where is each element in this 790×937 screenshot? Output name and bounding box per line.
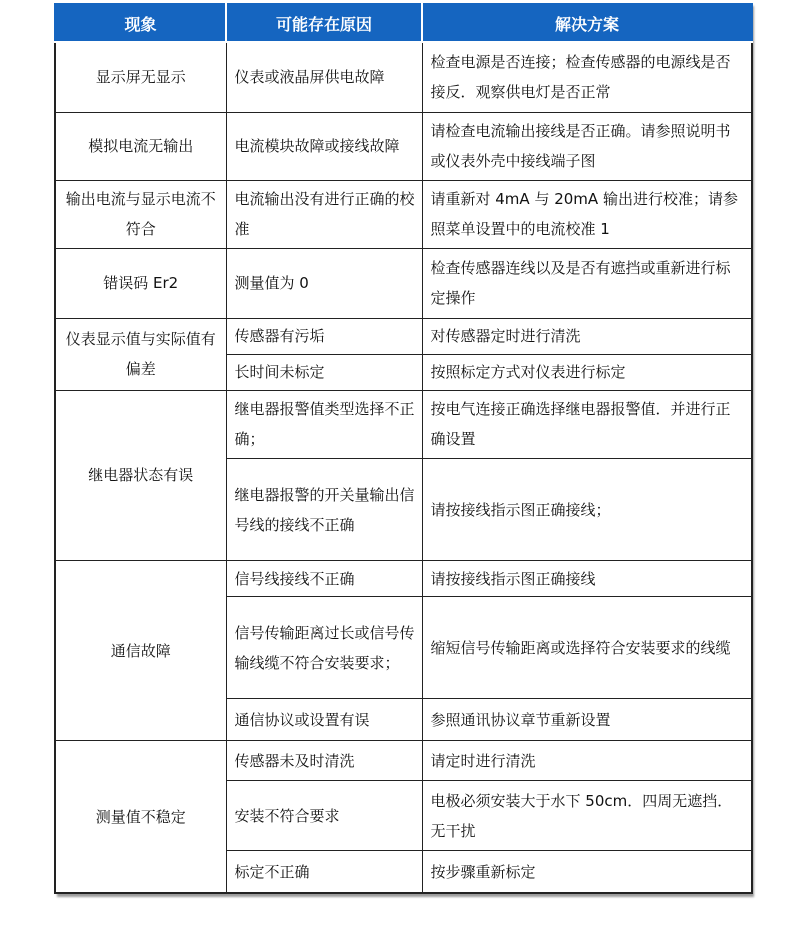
phenomenon-cell: 错误码 Er2 [55,248,226,318]
cause-cell: 电流输出没有进行正确的校准 [226,180,422,248]
header-solution: 解决方案 [422,4,752,42]
table-row [55,112,752,180]
solution-cell: 检查电源是否连接；检查传感器的电源线是否接反．观察供电灯是否正常 [422,42,752,112]
solution-cell: 请定时进行清洗 [422,741,752,781]
header-cause: 可能存在原因 [226,4,422,42]
table-row [55,741,752,781]
solution-cell: 按照标定方式对仪表进行标定 [422,354,752,390]
cause-cell: 继电器报警的开关量输出信号线的接线不正确 [226,458,422,560]
header-row [55,4,752,42]
solution-cell: 请按接线指示图正确接线 [422,561,752,597]
cause-cell: 信号线接线不正确 [226,561,422,597]
table-row [55,561,752,597]
table-row [55,180,752,248]
phenomenon-cell: 显示屏无显示 [55,42,226,112]
phenomenon-cell: 输出电流与显示电流不符合 [55,180,226,248]
solution-cell: 请检查电流输出接线是否正确。请参照说明书或仪表外壳中接线端子图 [422,112,752,180]
solution-cell: 电极必须安装大于水下 50cm．四周无遮挡．无干扰 [422,781,752,851]
table-row [55,42,752,112]
solution-cell: 按电气连接正确选择继电器报警值．并进行正确设置 [422,390,752,458]
cause-cell: 传感器有污垢 [226,318,422,354]
solution-cell: 对传感器定时进行清洗 [422,318,752,354]
phenomenon-cell: 测量值不稳定 [55,741,226,893]
header-phenomenon: 现象 [55,4,226,42]
phenomenon-cell: 仪表显示值与实际值有偏差 [55,318,226,390]
solution-cell: 按步骤重新标定 [422,851,752,893]
cause-cell: 测量值为 0 [226,248,422,318]
cause-cell: 安装不符合要求 [226,781,422,851]
table-row [55,248,752,318]
solution-cell: 请重新对 4mA 与 20mA 输出进行校准；请参照菜单设置中的电流校准 1 [422,180,752,248]
solution-cell: 检查传感器连线以及是否有遮挡或重新进行标定操作 [422,248,752,318]
phenomenon-cell: 模拟电流无输出 [55,112,226,180]
cause-cell: 信号传输距离过长或信号传输线缆不符合安装要求； [226,597,422,699]
phenomenon-cell: 通信故障 [55,561,226,741]
cause-cell: 通信协议或设置有误 [226,699,422,741]
cause-cell: 继电器报警值类型选择不正确； [226,390,422,458]
troubleshooting-table-frame [54,3,751,894]
cause-cell: 仪表或液晶屏供电故障 [226,42,422,112]
solution-cell: 请按接线指示图正确接线； [422,458,752,560]
cause-cell: 标定不正确 [226,851,422,893]
solution-cell: 缩短信号传输距离或选择符合安装要求的线缆 [422,597,752,699]
cause-cell: 长时间未标定 [226,354,422,390]
cause-cell: 传感器未及时清洗 [226,741,422,781]
cause-cell: 电流模块故障或接线故障 [226,112,422,180]
phenomenon-cell: 继电器状态有误 [55,390,226,560]
solution-cell: 参照通讯协议章节重新设置 [422,699,752,741]
troubleshooting-table [54,3,753,894]
table-row [55,390,752,458]
table-row [55,318,752,354]
